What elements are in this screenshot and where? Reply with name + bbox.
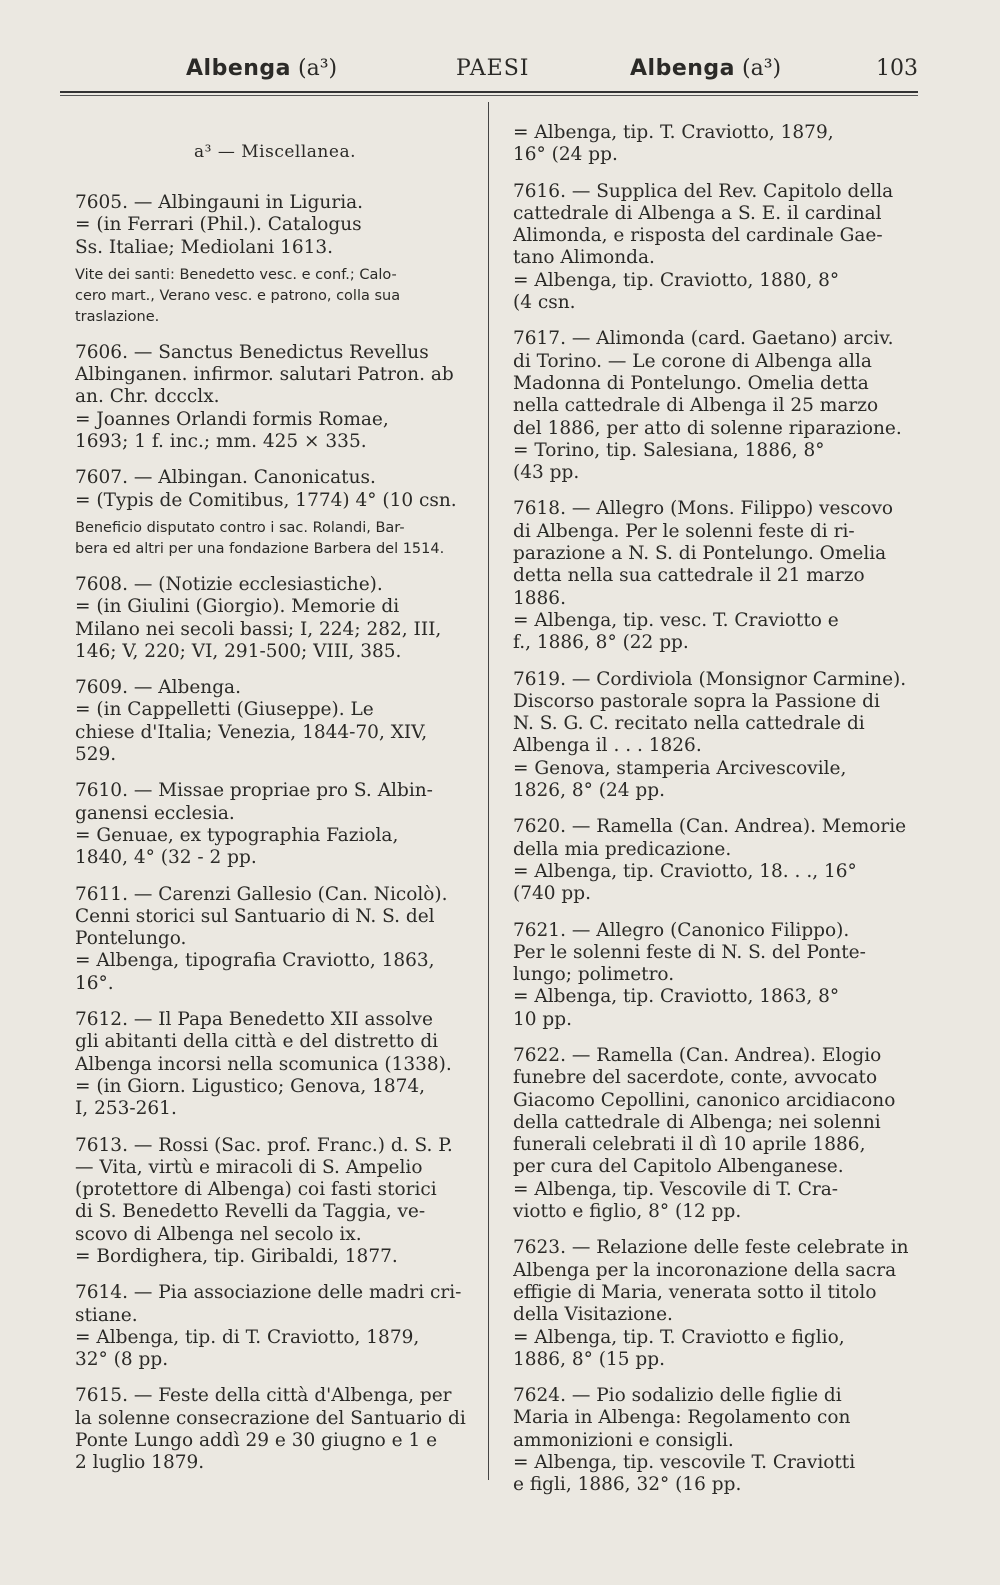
entry-line: = (in Giorn. Ligustico; Genova, 1874, (75, 1075, 426, 1097)
entry-line: (740 pp. (513, 883, 591, 905)
entry-line: Milano nei secoli bassi; I, 224; 282, III, (75, 618, 442, 640)
entry-line: = (in Cappelletti (Giuseppe). Le (75, 699, 374, 721)
catalog-entry (513, 669, 918, 803)
header-left (186, 56, 337, 81)
entry-line: (protettore di Albenga) coi fasti storici (75, 1179, 437, 1201)
entry-line: della Visitazione. (513, 1304, 673, 1326)
entry-line: della mia predicazione. (513, 838, 732, 860)
entry-line: ammonizioni e consigli. (513, 1429, 734, 1451)
header-rule-thin (60, 95, 918, 96)
catalog-entry (75, 1385, 475, 1474)
section-heading: a³ — Miscellanea. (194, 142, 356, 162)
entry-line: funerali celebrati il dì 10 aprile 1886, (513, 1134, 866, 1156)
entry-line: 1886, 8° (15 pp. (513, 1348, 665, 1370)
entry-line: 1886. (513, 587, 566, 609)
entry-line: 32° (8 pp. (75, 1349, 169, 1371)
entry-line: funebre del sacerdote, conte, avvocato (513, 1067, 878, 1089)
entry-line: parazione a N. S. di Pontelungo. Omelia (513, 543, 887, 565)
entry-line: Alimonda, e risposta del cardinale Gae- (513, 225, 883, 247)
entry-line: la solenne consecrazione del Santuario di (75, 1407, 466, 1429)
entry-line: chiese d'Italia; Venezia, 1844-70, XIV, (75, 721, 428, 743)
entry-line: 16°. (75, 972, 114, 994)
entry-line: 529. (75, 744, 117, 766)
entry-line: della cattedrale di Albenga; nei solenni (513, 1111, 881, 1133)
entry-line: 7623. — Relazione delle feste celebrate in (513, 1237, 909, 1259)
entry-line: = Bordighera, tip. Giribaldi, 1877. (75, 1245, 398, 1267)
running-header (60, 52, 918, 92)
entry-line: 7612. — Il Papa Benedetto XII assolve (75, 1009, 433, 1031)
entry-line: Maria in Albenga: Regolamento con (513, 1407, 851, 1429)
entry-line: = Genuae, ex typographia Faziola, (75, 824, 399, 846)
entry-line: 7607. — Albingan. Canonicatus. (75, 467, 376, 489)
entry-line: 7614. — Pia associazione delle madri cri- (75, 1282, 462, 1304)
entry-line: = Albenga, tip. T. Craviotto, 1879, (513, 122, 834, 143)
entry-line: — Vita, virtù e miracoli di S. Ampelio (75, 1156, 423, 1178)
entry-line: = Albenga, tip. vescovile T. Craviotti (513, 1452, 856, 1474)
entry-line: 7606. — Sanctus Benedictus Revellus (75, 341, 429, 363)
entry-line: effigie di Maria, venerata sotto il titolo (513, 1281, 877, 1303)
entry-line: 7609. — Albenga. (75, 677, 241, 699)
entry-line: 7617. — Alimonda (card. Gaetano) arciv. (513, 328, 894, 350)
catalog-entry (75, 1282, 475, 1371)
entry-line: viotto e figlio, 8° (12 pp. (513, 1201, 742, 1223)
catalog-entry (75, 884, 475, 995)
entry-line: 10 pp. (513, 1008, 572, 1030)
catalog-entry (513, 1045, 918, 1223)
entry-line: Pontelungo. (75, 928, 187, 950)
entry-line: = Albenga, tip. di T. Craviotto, 1879, (75, 1326, 420, 1348)
entry-line: 7608. — (Notizie ecclesiastiche). (75, 573, 383, 595)
entry-line: 7622. — Ramella (Can. Andrea). Elogio (513, 1044, 882, 1066)
catalog-entry (513, 122, 918, 167)
entry-line: = (in Ferrari (Phil.). Catalogus (75, 214, 362, 236)
entry-line: gli abitanti della città e del distretto di (75, 1031, 439, 1053)
entry-line: = (in Giulini (Giorgio). Memorie di (75, 596, 400, 618)
entry-line: Ss. Italiae; Mediolani 1613. (75, 236, 334, 258)
header-right-section: (a³) (742, 56, 782, 81)
entry-line: = Albenga, tipografia Craviotto, 1863, (75, 950, 435, 972)
catalog-entry (75, 467, 475, 560)
header-rule (60, 91, 918, 93)
entry-line: di S. Benedetto Revelli da Taggia, ve- (75, 1201, 426, 1223)
entry-line: = Albenga, tip. Craviotto, 1863, 8° (513, 986, 840, 1008)
catalog-entry (75, 1009, 475, 1120)
catalog-entry (513, 920, 918, 1031)
catalog-entry (513, 498, 918, 654)
entry-line: e figli, 1886, 32° (16 pp. (513, 1474, 742, 1496)
entry-line: 7621. — Allegro (Canonico Filippo). (513, 919, 850, 941)
entry-line: 1693; 1 f. inc.; mm. 425 × 335. (75, 431, 367, 453)
entry-line: nella cattedrale di Albenga il 25 marzo (513, 395, 879, 417)
catalog-entry (513, 816, 918, 905)
catalog-entry (75, 192, 475, 328)
entry-note (75, 265, 475, 328)
entry-line: = Torino, tip. Salesiana, 1886, 8° (513, 439, 825, 461)
catalog-entry (75, 780, 475, 869)
catalog-entry (75, 677, 475, 766)
catalog-entry (513, 328, 918, 484)
left-entries (75, 192, 475, 1475)
entry-line: (4 csn. (513, 292, 576, 314)
column-divider (488, 102, 489, 1480)
entry-line: = Joannes Orlandi formis Romae, (75, 408, 389, 430)
entry-line: 7610. — Missae propriae pro S. Albin- (75, 780, 433, 802)
entry-line: 7620. — Ramella (Can. Andrea). Memorie (513, 816, 907, 838)
entry-line: Albinganen. infirmor. salutari Patron. ab (75, 364, 454, 386)
header-center: PAESI (456, 56, 530, 81)
entry-line: 7616. — Supplica del Rev. Capitolo della (513, 180, 894, 202)
entry-line: 16° (24 pp. (513, 144, 618, 166)
page-number: 103 (876, 56, 918, 81)
entry-line: 1840, 4° (32 - 2 pp. (75, 847, 257, 869)
entry-line: I, 253-261. (75, 1098, 177, 1120)
header-left-title: Albenga (186, 56, 291, 81)
left-column (75, 122, 475, 1489)
entry-line: Albenga per la incoronazione della sacra (513, 1259, 897, 1281)
entry-line: 7624. — Pio sodalizio delle figlie di (513, 1385, 842, 1407)
entry-line: cattedrale di Albenga a S. E. il cardinal (513, 202, 882, 224)
entry-line: = Albenga, tip. vesc. T. Craviotto e (513, 609, 839, 631)
entry-line: detta nella sua cattedrale il 21 marzo (513, 565, 865, 587)
header-right-title: Albenga (630, 56, 735, 81)
right-entries (513, 122, 918, 1497)
entry-line: di Albenga. Per le solenni feste di ri- (513, 520, 855, 542)
entry-line: Albenga il . . . 1826. (513, 735, 702, 757)
entry-line: lungo; polimetro. (513, 964, 675, 986)
entry-line: Ponte Lungo addì 29 e 30 giugno e 1 e (75, 1430, 438, 1452)
entry-line: 146; V, 220; VI, 291-500; VIII, 385. (75, 640, 402, 662)
entry-line: = Albenga, tip. Vescovile di T. Cra- (513, 1178, 838, 1200)
entry-line: 7605. — Albingauni in Liguria. (75, 192, 364, 213)
note-line: Vite dei santi: Benedetto vesc. e conf.; Calo- (75, 266, 397, 283)
entry-line: Per le solenni feste di N. S. del Ponte- (513, 941, 866, 963)
entry-line: Albenga incorsi nella scomunica (1338). (75, 1053, 452, 1075)
entry-line: 7618. — Allegro (Mons. Filippo) vescovo (513, 498, 894, 520)
catalog-entry (75, 1135, 475, 1269)
note-line: Beneficio disputato contro i sac. Rolandi, Bar- (75, 519, 405, 536)
catalog-entry (513, 1237, 918, 1371)
entry-line: per cura del Capitolo Albenganese. (513, 1156, 844, 1178)
entry-line: an. Chr. dccclx. (75, 386, 220, 408)
entry-line: = Albenga, tip. Craviotto, 18. . ., 16° (513, 860, 857, 882)
entry-line: = Albenga, tip. Craviotto, 1880, 8° (513, 269, 840, 291)
header-right (630, 56, 781, 81)
entry-line: 7611. — Carenzi Gallesio (Can. Nicolò). (75, 883, 448, 905)
entry-line: ganensi ecclesia. (75, 802, 235, 824)
right-column (513, 122, 918, 1511)
note-line: cero mart., Verano vesc. e patrono, colla sua (75, 287, 401, 304)
entry-line: = (Typis de Comitibus, 1774) 4° (10 csn. (75, 489, 457, 511)
entry-line: di Torino. — Le corone di Albenga alla (513, 350, 872, 372)
catalog-entry (513, 181, 918, 315)
entry-line: Madonna di Pontelungo. Omelia detta (513, 372, 869, 394)
catalog-entry (75, 574, 475, 663)
entry-line: = Albenga, tip. T. Craviotto e figlio, (513, 1326, 845, 1348)
entry-line: 7615. — Feste della città d'Albenga, per (75, 1385, 452, 1407)
entry-line: 2 luglio 1879. (75, 1452, 205, 1474)
entry-line: (43 pp. (513, 462, 580, 484)
entry-line: stiane. (75, 1304, 138, 1326)
entry-line: Discorso pastorale sopra la Passione di (513, 690, 880, 712)
note-line: bera ed altri per una fondazione Barbera del 1514. (75, 540, 445, 557)
entry-line: 1826, 8° (24 pp. (513, 780, 665, 802)
entry-line: scovo di Albenga nel secolo ix. (75, 1223, 362, 1245)
note-line: traslazione. (75, 308, 160, 325)
catalog-entry (513, 1385, 918, 1496)
entry-line: 7619. — Cordiviola (Monsignor Carmine). (513, 668, 907, 690)
catalog-entry (75, 342, 475, 453)
entry-line: tano Alimonda. (513, 247, 655, 269)
entry-line: Giacomo Cepollini, canonico arcidiacono (513, 1089, 896, 1111)
entry-line: del 1886, per atto di solenne riparazione. (513, 417, 902, 439)
entry-line: f., 1886, 8° (22 pp. (513, 632, 689, 654)
entry-line: N. S. G. C. recitato nella cattedrale di (513, 713, 865, 735)
entry-note (75, 518, 475, 560)
entry-line: Cenni storici sul Santuario di N. S. del (75, 905, 435, 927)
entry-line: 7613. — Rossi (Sac. prof. Franc.) d. S. P. (75, 1134, 453, 1156)
header-left-section: (a³) (298, 56, 338, 81)
entry-line: = Genova, stamperia Arcivescovile, (513, 757, 847, 779)
